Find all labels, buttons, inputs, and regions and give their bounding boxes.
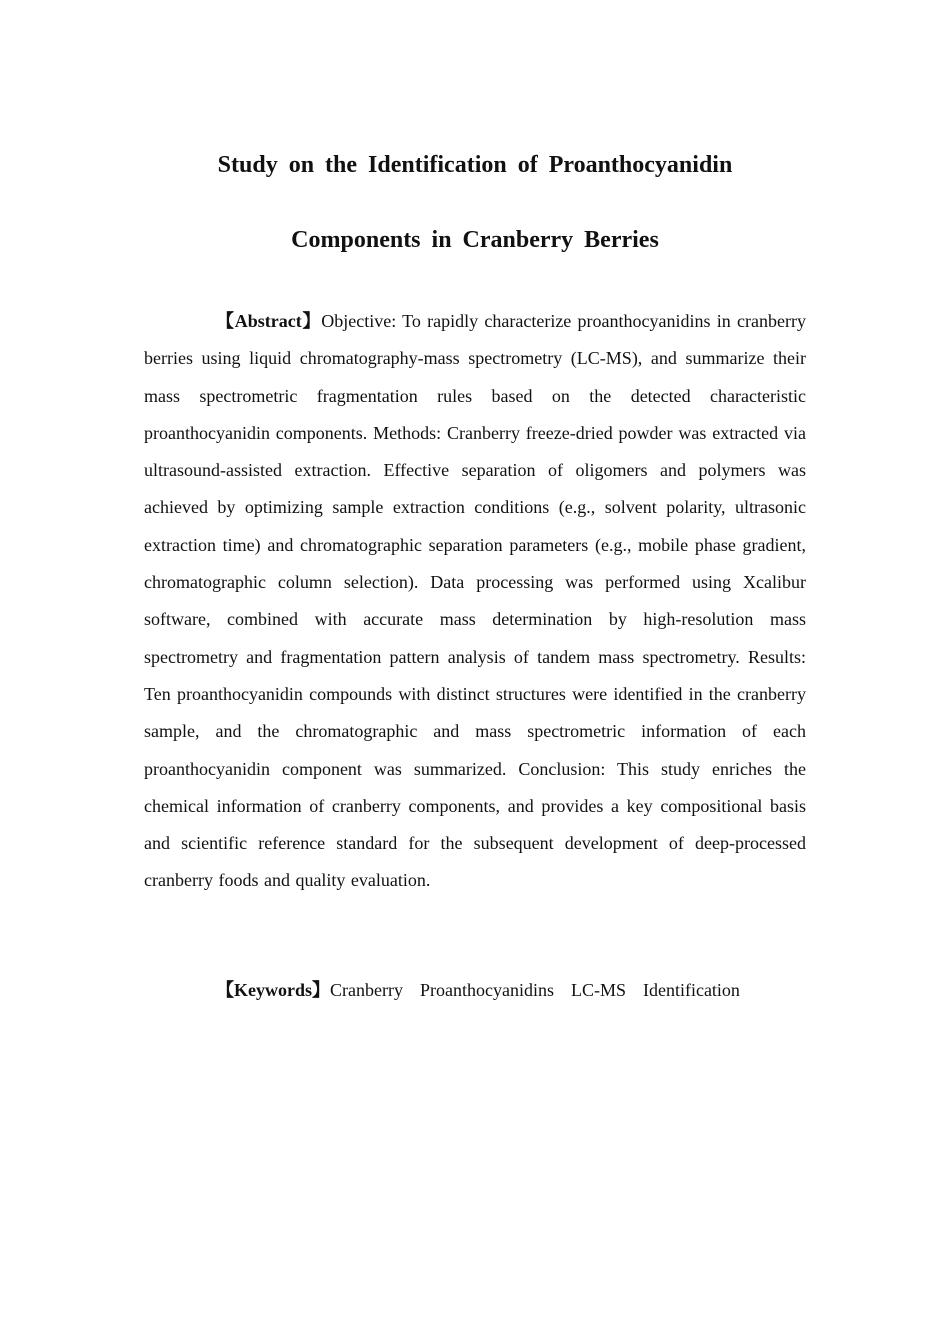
keywords-line — [216, 972, 836, 1009]
paper-title — [0, 146, 950, 259]
keyword-item: Identification — [642, 980, 740, 1000]
keyword-item: Cranberry — [330, 980, 403, 1000]
abstract-paragraph — [144, 303, 806, 900]
abstract-label: 【Abstract】 — [216, 311, 322, 331]
abstract-text: Objective: To rapidly characterize proanthocyanidins in cranberry berries using liquid chromatography-mass spectrometry (LC-MS), and summarize their mass spectrometric fragmentation rules based on the detected characteristic proanthocyanidin components. Methods: Cranberry freeze-dried powder was extracted via ultrasound-assisted extraction. Effective separation of oligomers and polymers was achieved by optimizing sample extraction conditions (e.g., solvent polarity, ultrasonic extraction time) and chromatographic separation parameters (e.g., mobile phase gradient, chromatographic column selection). Data processing was performed using Xcalibur software, combined with accurate mass determination by high-resolution mass spectrometry and fragmentation pattern analysis of tandem mass spectrometry. Results: Ten proanthocyanidin compounds with distinct structures were identified in the cranberry sample, and the chromatographic and mass spectrometric information of each proanthocyanidin component was summarized. Conclusion: This study enriches the chemical information of cranberry components, and provides a key compositional basis and scientific reference standard for the subsequent development of deep-processed cranberry foods and quality evaluation. — [144, 311, 806, 891]
title-line-1: Study on the Identification of Proanthocyanidin — [217, 152, 733, 178]
keywords-label: 【Keywords】 — [216, 980, 330, 1000]
keyword-item: LC-MS — [570, 980, 626, 1000]
title-line-2: Components in Cranberry Berries — [291, 227, 659, 253]
keyword-item: Proanthocyanidins — [419, 980, 554, 1000]
